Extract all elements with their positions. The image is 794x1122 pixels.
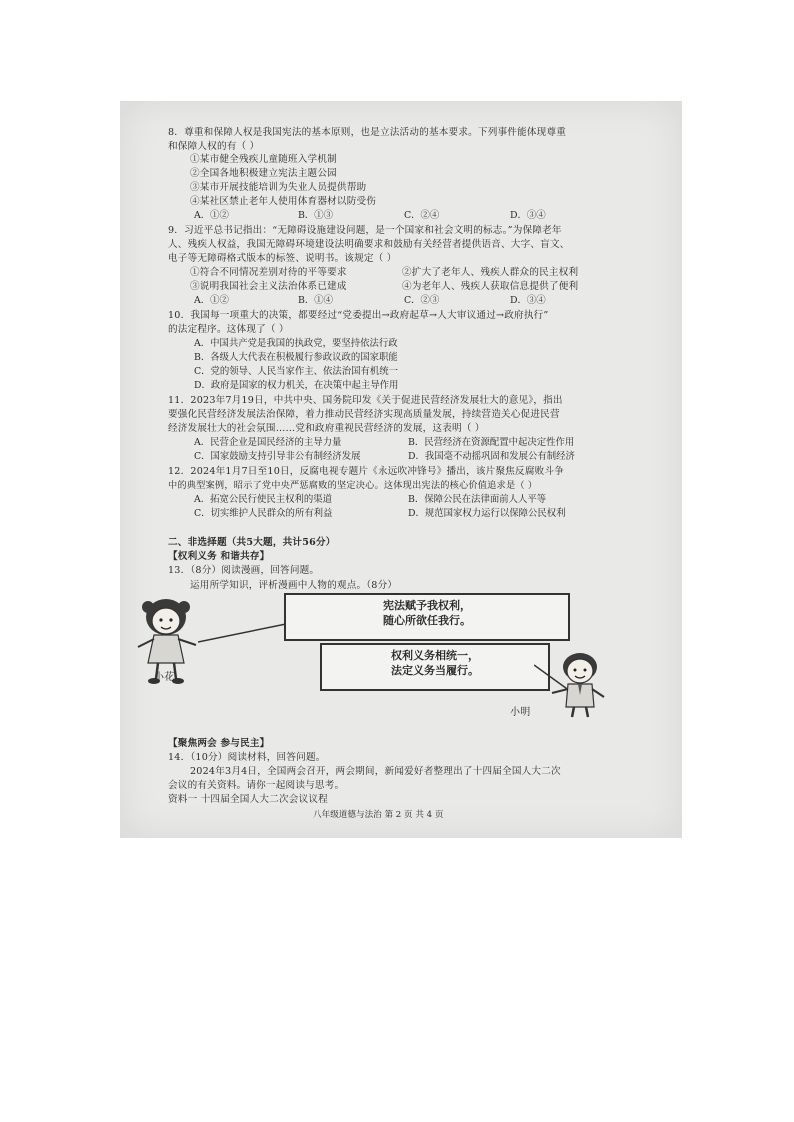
q11-option-d: D．我国毫不动摇巩固和发展公有制经济 (408, 451, 575, 462)
q11-option-a: A．民营企业是国民经济的主导力量 (194, 437, 342, 448)
q8-item-3: ③某市开展技能培训为失业人员提供帮助 (190, 182, 367, 193)
q12-option-b: B．保障公民在法律面前人人平等 (408, 494, 547, 505)
bubble1-line2: 随心所欲任我行。 (383, 614, 471, 627)
q9-option-a: A．①② (194, 295, 229, 306)
q9-item-2: ②扩大了老年人、残疾人群众的民主权利 (402, 267, 579, 278)
q9-option-d: D．③④ (510, 295, 546, 306)
q8-item-2: ②全国各地积极建立宪法主题公园 (190, 168, 337, 179)
boy-name-label: 小明 (510, 707, 531, 718)
q10-option-b: B．各级人大代表在积极履行参政议政的国家职能 (194, 352, 398, 363)
boy-cartoon-figure (540, 651, 612, 721)
q12-stem-line2: 中的典型案例，昭示了党中央严惩腐败的坚定决心。这体现出宪法的核心价值追求是（ ） (168, 480, 538, 491)
q9-stem-line1: 9．习近平总书记指出：“无障碍设施建设问题，是一个国家和社会文明的标志。”为保障老年 (168, 225, 562, 236)
q10-option-c: C．党的领导、人民当家作主、依法治国有机统一 (194, 366, 399, 377)
q14-text-line1: 2024年3月4日，全国两会召开，两会期间，新闻爱好者整理出了十四届全国人大二次 (190, 766, 561, 777)
q9-item-4: ④为老年人、残疾人获取信息提供了便利 (402, 281, 579, 292)
q11-option-b: B．民营经济在资源配置中起决定性作用 (408, 437, 575, 448)
part2-heading: 二、非选择题（共5大题，共计56分） (168, 537, 336, 548)
q9-option-b: B．①④ (298, 295, 334, 306)
q12-option-a: A．拓宽公民行使民主权利的渠道 (194, 494, 333, 505)
q9-stem-line3: 电子等无障碍格式版本的标签、说明书。该规定（ ） (168, 253, 397, 264)
q8-item-1: ①某市健全残疾儿童随班入学机制 (190, 154, 337, 165)
speech-bubble-2 (320, 643, 550, 691)
q9-item-3: ③说明我国社会主义法治体系已建成 (190, 281, 347, 292)
q10-stem-line1: 10．我国每一项重大的决策，都要经过“党委提出→政府起草→人大审议通过→政府执行” (168, 310, 549, 321)
exam-page (120, 101, 682, 838)
section-rights-duties: 【权利义务 和谐共存】 (168, 551, 270, 562)
speech-bubble-1 (284, 593, 570, 641)
q11-stem-line3: 经济发展壮大的社会氛围……党和政府重视民营经济的发展，这表明（ ） (168, 423, 485, 434)
q12-option-c: C．切实维护人民群众的所有利益 (194, 508, 333, 519)
q9-option-c: C．②③ (404, 295, 440, 306)
q12-option-d: D．规范国家权力运行以保障公民权利 (408, 508, 566, 519)
q10-option-d: D．政府是国家的权力机关，在决策中起主导作用 (194, 380, 399, 391)
bubble1-line1: 宪法赋予我权利， (383, 599, 471, 612)
bubble2-line1: 权利义务相统一， (391, 649, 479, 662)
bubble2-line2: 法定义务当履行。 (391, 664, 479, 677)
q11-stem-line1: 11．2023年7月19日，中共中央、国务院印发《关于促进民营经济发展壮大的意见》，指出 (168, 395, 563, 406)
q8-option-a: A．①② (194, 210, 229, 221)
q13-task: 运用所学知识，评析漫画中人物的观点。（8分） (190, 580, 398, 591)
speech-pointer-1 (198, 616, 288, 646)
q9-item-1: ①符合不同情况差别对待的平等要求 (190, 267, 347, 278)
q12-stem-line1: 12．2024年1月7日至10日，反腐电视专题片《永远吹冲锋号》播出，该片聚焦反腐败斗争 (168, 466, 565, 477)
q13-stem: 13．（8分）阅读漫画，回答问题。 (168, 565, 320, 576)
q14-material-title: 资料一 十四届全国人大二次会议议程 (168, 794, 328, 805)
q14-stem: 14．（10分）阅读材料，回答问题。 (168, 752, 326, 763)
q8-stem-line1: 8．尊重和保障人权是我国宪法的基本原则，也是立法活动的基本要求。下列事件能体现尊重 (168, 127, 567, 138)
girl-name-label: 小花 (154, 672, 175, 683)
q10-stem-line2: 的法定程序。这体现了（ ） (168, 324, 289, 335)
q11-stem-line2: 要强化民营经济发展法治保障，着力推动民营经济实现高质量发展，持续营造关心促进民营 (168, 409, 560, 420)
q8-option-d: D．③④ (510, 210, 546, 221)
page-footer: 八年级道德与法治 第 2 页 共 4 页 (313, 810, 444, 820)
q8-item-4: ④某社区禁止老年人使用体育器材以防受伤 (190, 196, 377, 207)
q10-option-a: A．中国共产党是我国的执政党，要坚持依法行政 (194, 338, 398, 349)
q8-stem-line2: 和保障人权的有（ ） (168, 141, 260, 152)
q8-option-c: C．②④ (404, 210, 440, 221)
q11-option-c: C．国家鼓励支持引导非公有制经济发展 (194, 451, 361, 462)
q9-stem-line2: 人、残疾人权益，我国无障碍环境建设法明确要求和鼓励有关经营者提供语音、大字、盲文、 (168, 239, 570, 250)
q8-option-b: B．①③ (298, 210, 334, 221)
section-two-sessions: 【聚焦两会 参与民主】 (168, 738, 270, 749)
q14-text-line2: 会议的有关资料。请你一起阅读与思考。 (168, 780, 345, 791)
